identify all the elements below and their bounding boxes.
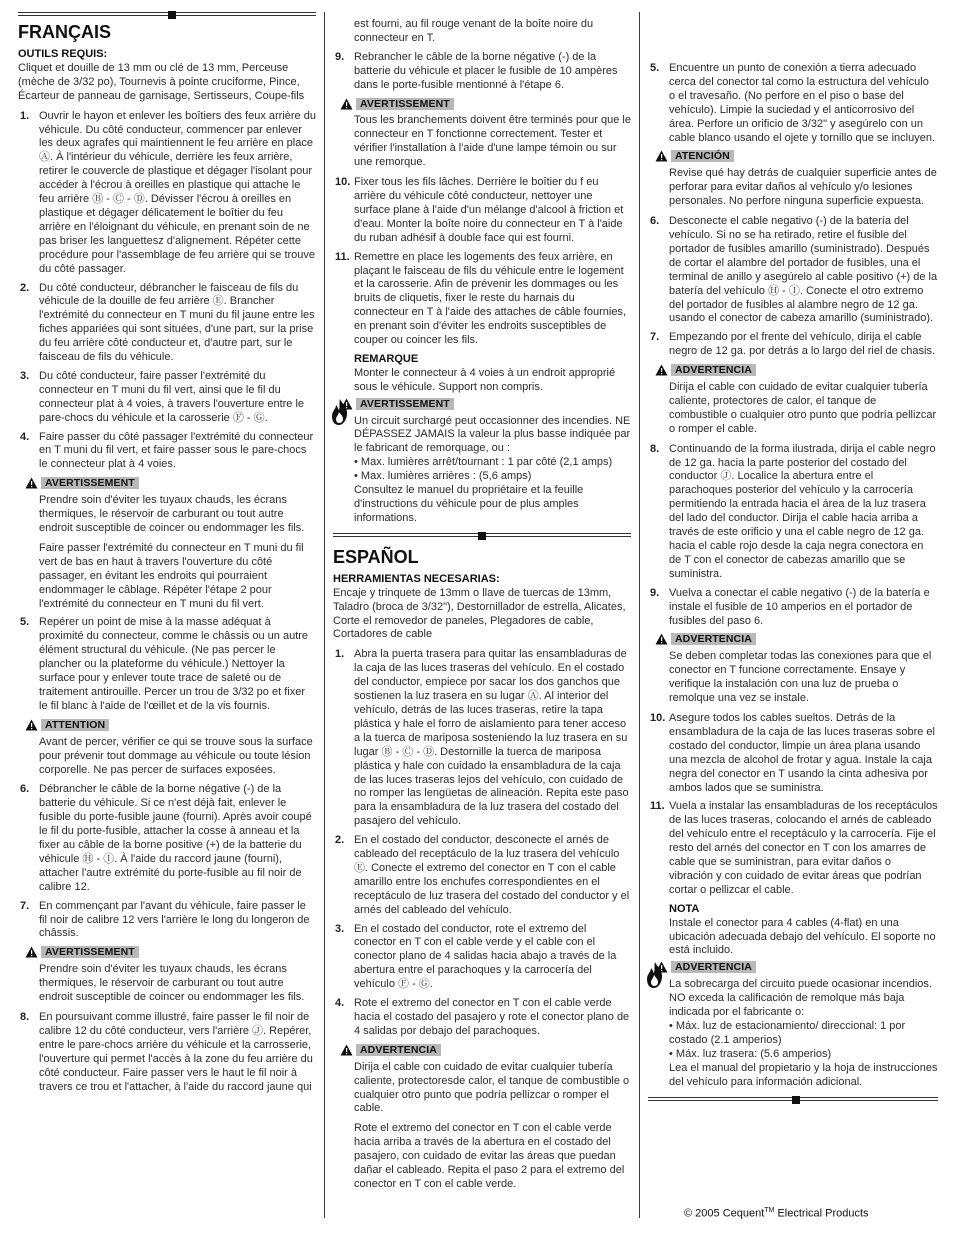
column-divider-1 bbox=[324, 12, 325, 1218]
step: 4. Faire passer du côté passager l'extrémité du connecteur en T muni du fil vert, et faire passer sous le pare-chocs le connecteur plat à 4 voies. bbox=[20, 430, 314, 471]
step: 6. Débrancher le câble de la borne négative (-) de la batterie du véhicule. Si ce n'est déjà fait, enlever le fusible du porte-fusible jaune (fourni). Après avoir coupé le fil du porte-fusible, attacher la cosse à anneau et la fixer au câble de la borne positive (+) de la batterie du véhicule Ⓗ - Ⓘ. À l'aide du raccord jaune (fourni), attacher l'autre extrémité du porte-fusible au fil noir de calibre 12. bbox=[20, 783, 312, 893]
warning-triangle-icon bbox=[25, 946, 38, 958]
column-3 bbox=[648, 8, 938, 1107]
column-2 bbox=[333, 8, 631, 1197]
warning-line: Un circuit surchargé peut occasionner des incendies. NE DÉPASSEZ JAMAIS la valeur la plus basse indiquée par le fabricant de remorquage, ou : bbox=[354, 414, 631, 455]
footer-copyright: © 2005 Cequent™ Electrical Products bbox=[684, 1207, 869, 1220]
warning-line: • Max. lumières arrêt/tournant : 1 par côté (2,1 amps) bbox=[354, 456, 613, 469]
step: 8. En poursuivant comme illustré, faire passer le fil noir de calibre 12 du côté conducteur, vers l'arrière Ⓙ. Repérer, entre le pare-chocs arrière du véhicule et la carrosserie, l'ouverture qui permet l'accès à la zone du feu arrière du côté conducteur. Faire passer vers le haut le fil noir à travers ce trou et l'attacher, à l'aide du raccord jaune qui bbox=[20, 1011, 313, 1093]
step: 9. Vuelva a conectar el cable negativo (-) de la batería e instale el fusible de 10 amperios en el portador de fusibles del paso 6. bbox=[650, 586, 930, 627]
warning-text: Dirija el cable con cuidado de evitar cualquier tubería caliente, protectores de calor, el tanque de combustible o cualquier otro punto que podría pellizcar o romper el cable. bbox=[669, 381, 937, 435]
step: 3. Du côté conducteur, faire passer l'extrémité du connecteur en T muni du fil vert, ainsi que le fil du connecteur plat à 4 voies, à travers l'ouverture entre le pare-chocs du véhicule et la carosserie Ⓕ - Ⓖ. bbox=[20, 369, 305, 424]
step: 7. En commençant par l'avant du véhicule, faire passer le fil noir de calibre 12 vers l'arrière le long du longeron de châssis. bbox=[20, 899, 310, 940]
warning-block bbox=[18, 477, 316, 536]
step: 11. Remettre en place les logements des feux arrière, en plaçant le faisceau de fils du véhicule entre le logement et la carosserie. Afin de prévenir les dommages ou les bruits de cliquetis, fixer le reste du harnais du connecteur en T à l'aide des attaches de câble fournies, en prenant soin d'éviter les endroits susceptibles de couper ou coincer les fils. bbox=[335, 250, 626, 347]
step: 5. Encuentre un punto de conexión a tierra adecuado cerca del conector tal como la estructura del vehículo o el travesaño. (No perfore en el piso o base del vehículo). Limpie la suciedad y el anticorrosivo del área. Perfore un orificio de 3/32" y asegúrelo con un cable blanco usando el ojete y tornillo que se incluyen. bbox=[650, 62, 936, 144]
tools-text: Cliquet et douille de 13 mm ou clé de 13 mm, Perceuse (mèche de 3/32 po), Tournevis à pointe cruciforme, Pince, Écarteur de panneau de garnisage, Sertisseurs, Coupe-fils bbox=[18, 61, 305, 102]
attention-text: Avant de percer, vérifier ce qui se trouve sous la surface pour prévenir tout dommage au véhicule ou toute lésion corporelle. Ne pas percer de surfaces exposées. bbox=[39, 735, 313, 776]
step: 6. Desconecte el cable negativo (-) de la batería del vehículo. Si no se ha retirado, retire el fusible del portador de fusibles amarillo (suministrado). Después de cortar el alambre del portador de fusibles, una el terminal de anillo y asegúrelo al cable positivo (+) de la batería del vehículo Ⓗ - Ⓘ. Conecte el otro extremo del portador de fusibles al alambre negro de 12 ga. usando el conector de cabeza amarillo (suministrado). bbox=[650, 215, 938, 325]
step: 2. En el costado del conductor, desconecte el arnés de cableado del receptáculo de la luz trasera del vehículo Ⓔ. Conecte el extremo del conector en T con el cable amarillo entre los enchufes correspondientes en el receptáculo de luz trasera del costado del conductor y el arnés del cableado del vehículo. bbox=[335, 834, 630, 916]
step: 3. En el costado del conductor, rote el extremo del conector en T con el cable verde y el cable con el conector plano de 4 salidas hacia abajo a través de la abertura entre el parachoques y la carrocería del vehículo Ⓕ - Ⓖ. bbox=[335, 922, 617, 991]
warning-label: ADVERTENCIA bbox=[671, 961, 756, 973]
remark-text: Monter le connecteur à 4 voies à un endroit approprié sous le véhicule. Support non compris. bbox=[354, 366, 616, 393]
warning-triangle-icon bbox=[25, 477, 38, 489]
atencion-label: ATENCIÓN bbox=[671, 150, 734, 162]
step: 10. Asegure todos los cables sueltos. Detrás de la ensambladura de la caja de las luces traseras sobre el costado del conductor, limpie un área plana usando una mezcla de alcohol de frotar y agua. Instale la caja negra del conector en T usando la cinta adhesiva por ambos lados que se suministra. bbox=[650, 711, 935, 794]
column-1 bbox=[18, 8, 316, 1099]
tools-heading: HERRAMIENTAS NECESARIAS: bbox=[333, 572, 500, 585]
column-divider-2 bbox=[639, 12, 640, 1218]
attention-block bbox=[18, 719, 316, 778]
section-rule bbox=[18, 11, 316, 20]
note-block bbox=[648, 903, 938, 959]
step: 1. Abra la puerta trasera para quitar las ensambladuras de la caja de las luces traseras del vehículo. En el costado del conductor, empiece por sacar los dos ganchos que sostienen la luz trasera en su lugar Ⓐ. Al interior del vehículo, detrás de las luces traseras, retire la tapa plástica y hale el forro de aislamiento para tener acceso a la tuerca de mariposa sosteniendo la luz trasera en su lugar Ⓑ - Ⓒ - Ⓓ. Destornille la tuerca de mariposa plástica y hale con cuidado la ensambladura de la caja de las luces traseras lejos del vehículo, con cuidado de no romper las lengüetas de alineación. Repita este paso para la ensambladura de la luz trasera del costado del pasajero del vehículo. bbox=[335, 648, 629, 828]
warning-text: Tous les branchements doivent être terminés pour que le connecteur en T fonctionne correctement. Tester et vérifier l'installation à l'aide d'une lampe témoin ou sur une remorque. bbox=[354, 114, 631, 169]
warning-block bbox=[648, 364, 938, 437]
warning-label: ADVERTENCIA bbox=[671, 633, 756, 645]
section-rule bbox=[333, 532, 631, 541]
warning-triangle-icon bbox=[655, 150, 668, 162]
section-title-spanish: ESPAÑOL bbox=[333, 546, 419, 567]
warning-block bbox=[18, 946, 316, 1005]
warning-line: Lea el manual del propietario y la hoja de instrucciones del vehículo para información adicional. bbox=[669, 1061, 938, 1088]
warning-label: ADVERTENCIA bbox=[356, 1044, 441, 1056]
tools-heading: OUTILS REQUIS: bbox=[18, 48, 108, 60]
warning-block bbox=[333, 98, 631, 171]
warning-block bbox=[333, 1044, 631, 1117]
step: 11. Vuela a instalar las ensambladuras de los receptáculos de las luces traseras, colocando el arnés de cableado del vehículo entre el receptáculo y la carrocería. Fije el resto del arnés del conector en T con los amarres de cable que se suministran, para evitar daños o vibración y con cuidado de evitar áreas que podrían cortar o pellizcar el cable. bbox=[650, 800, 938, 896]
warning-line: • Máx. luz de estacionamiento/ direccional: 1 por costado (2.1 amperios) bbox=[669, 1020, 906, 1046]
step-continuation: Rote el extremo del conector en T con el cable verde hacia arriba a través de la abertura en el costado del pasajero, con cuidado de evitar las áreas que puedan dañar el cableado. Repita el paso 2 para el extremo del conector en T con el cable verde. bbox=[354, 1122, 625, 1190]
warning-block bbox=[648, 633, 938, 706]
step: 2. Du côté conducteur, débrancher le faisceau de fils du véhicule de la douille de feu arrière Ⓔ. Brancher l'extrémité du connecteur en T muni du fil jaune entre les fiches appariées qui sont situées, d'une part, sur la prise du feu arrière côté conducteur et, d'autre part, sur le faisceau de fils du véhicule. bbox=[20, 281, 315, 364]
warning-text: Prendre soin d'éviter les tuyaux chauds, les écrans thermiques, le réservoir de carburant ou tout autre endroit susceptible de coincer ou endommager les fils. bbox=[39, 494, 305, 534]
warning-label: ADVERTENCIA bbox=[671, 364, 756, 376]
note-heading: NOTA bbox=[669, 902, 700, 915]
warning-text: Prendre soin d'éviter les tuyaux chauds, les écrans thermiques, le réservoir de carburant ou tout autre endroit susceptible de coincer ou endommager les fils. bbox=[39, 963, 305, 1004]
atencion-block bbox=[648, 150, 938, 209]
step-continuation: est fourni, au fil rouge venant de la boîte noire du connecteur en T. bbox=[354, 18, 594, 44]
warning-text: Dirija el cable con cuidado de evitar cualquier tubería caliente, protectoresde calor, el tanque de combustible o cualquier otro punto que podría pellizcar o romper el cable. bbox=[354, 1060, 630, 1115]
atencion-text: Revise qué hay detrás de cualquier superficie antes de perforar para evitar daños al vehículo y/o lesiones personales. No perfore ninguna superficie expuesta. bbox=[669, 167, 937, 208]
fire-warning-block bbox=[648, 961, 938, 1089]
step: 1. Ouvrir le hayon et enlever les boîtiers des feux arrière du véhicule. Du côté conducteur, commencer par enlever les deux agrafes qui maintiennent le feu arrière en place Ⓐ. À l'intérieur du véhicule, derrière les feux arrière, retirer le couvercle de plastique et dégager l'isolant pour accéder à l'écrou à oreilles en plastique qui attache le feu arrière Ⓑ - Ⓒ - Ⓓ. Dévisser l'écrou à oreilles en plastique et dégager délicatement le boîtier du feu arrière en l'éloignant du véhicule, en prenant soin de ne pas briser les languettesz d'alignement. Répéter cette procédure pour l'assemblage de feu arrière qui se trouve du côté passager. bbox=[20, 109, 316, 275]
warning-line: • Máx. luz trasera: (5.6 amperios) bbox=[669, 1047, 832, 1060]
fire-icon bbox=[330, 398, 350, 426]
section-rule bbox=[648, 1096, 938, 1105]
step: 10. Fixer tous les fils lâches. Derrière le boîtier du f eu arrière du véhicule côté conducteur, nettoyer une surface plane à l'aide d'un mélange d'alcool à friction et d'eau. Monter la boîte noire du connecteur en T à l'aide du ruban adhésif à double face qui est fourni. bbox=[335, 176, 624, 244]
step: 5. Repérer un point de mise à la masse adéquat à proximité du connecteur, comme le châssis ou un autre élément structural du véhicule. (Ne pas percer le plancher ou la plateforme du véhicule.) Nettoyer la surface pour y enlever toute trace de saleté ou de traitement antirouille. Percer un trou de 3/32 po et fixer le fil blanc à l'aide de l'œillet et de la vis fournis. bbox=[20, 616, 309, 712]
warning-triangle-icon bbox=[340, 1044, 353, 1056]
warning-line: • Max. lumières arrières : (5,6 amps) bbox=[354, 470, 532, 483]
warning-triangle-icon bbox=[655, 364, 668, 376]
warning-label: AVERTISSEMENT bbox=[41, 477, 139, 489]
warning-triangle-icon bbox=[25, 719, 38, 731]
remark-heading: REMARQUE bbox=[354, 352, 419, 365]
fire-icon bbox=[645, 961, 665, 989]
warning-label: AVERTISSEMENT bbox=[41, 946, 139, 958]
section-title-french: FRANÇAIS bbox=[18, 22, 111, 42]
note-text: Instale el conector para 4 cables (4-flat) en una ubicación adecuada debajo del vehículo. El soporte no está incluido. bbox=[669, 916, 936, 957]
step: 8. Continuando de la forma ilustrada, dirija el cable negro de 12 ga. hacia la parte posterior del costado del conductor Ⓙ. Localice la abertura entre el parachoques posterior del vehículo y la carrocería permitiendo la entrada hacia el área de la luz trasera del lado del conductor. Dirija el cable hacia arriba a través de este orificio y una el cable negro de 12 ga. hacia el cable rojo desde la caja negra conectora en de T con el conector de cabezas amarillo que se suministra. bbox=[650, 442, 936, 580]
tools-text: Encaje y trinquete de 13mm o llave de tuercas de 13mm, Taladro (broca de 3/32"), Destornillador de estrella, Alicates, Corte el removedor de paneles, Plegadores de cable, Cortadores de cable bbox=[333, 586, 626, 641]
warning-line: La sobrecarga del circuito puede ocasionar incendios. NO exceda la calificación de remolque más baja indicada por el fabricante o: bbox=[669, 978, 932, 1019]
remark-block bbox=[333, 353, 631, 395]
warning-triangle-icon bbox=[340, 98, 353, 110]
warning-line: Consultez le manuel du propriétaire et la feuille d'instructions du véhicule pour de plus amples informations. bbox=[354, 484, 584, 524]
warning-label: AVERTISSEMENT bbox=[356, 98, 454, 110]
step: 9. Rebrancher le câble de la borne négative (-) de la batterie du véhicule et placer le fusible de 10 ampères dans le porte-fusible mentionné à l'étape 6. bbox=[335, 50, 618, 91]
warning-label: AVERTISSEMENT bbox=[356, 398, 454, 410]
fire-warning-block bbox=[333, 398, 631, 526]
warning-triangle-icon bbox=[655, 633, 668, 645]
step: 7. Empezando por el frente del vehículo, dirija el cable negro de 12 ga. por detrás a lo largo del riel de chasis. bbox=[650, 331, 935, 358]
step: 4. Rote el extremo del conector en T con el cable verde hacia el costado del pasajero y rote el conector plano de 4 salidas por debajo del parachoques. bbox=[335, 997, 630, 1037]
warning-text: Se deben completar todas las conexiones para que el conector en T funcione correctamente. Ensaye y verifique la instalación con una luz de prueba o remolque una vez se instale. bbox=[669, 650, 932, 705]
step-continuation: Faire passer l'extrémité du connecteur en T muni du fil vert de bas en haut à travers l'ouverture du côté passager, en évitant les endroits qui pourraient endommager le câblage. Répéter l'étape 2 pour l'extrémité du connecteur en T muni du fil vert. bbox=[39, 541, 304, 610]
attention-label: ATTENTION bbox=[41, 719, 109, 731]
